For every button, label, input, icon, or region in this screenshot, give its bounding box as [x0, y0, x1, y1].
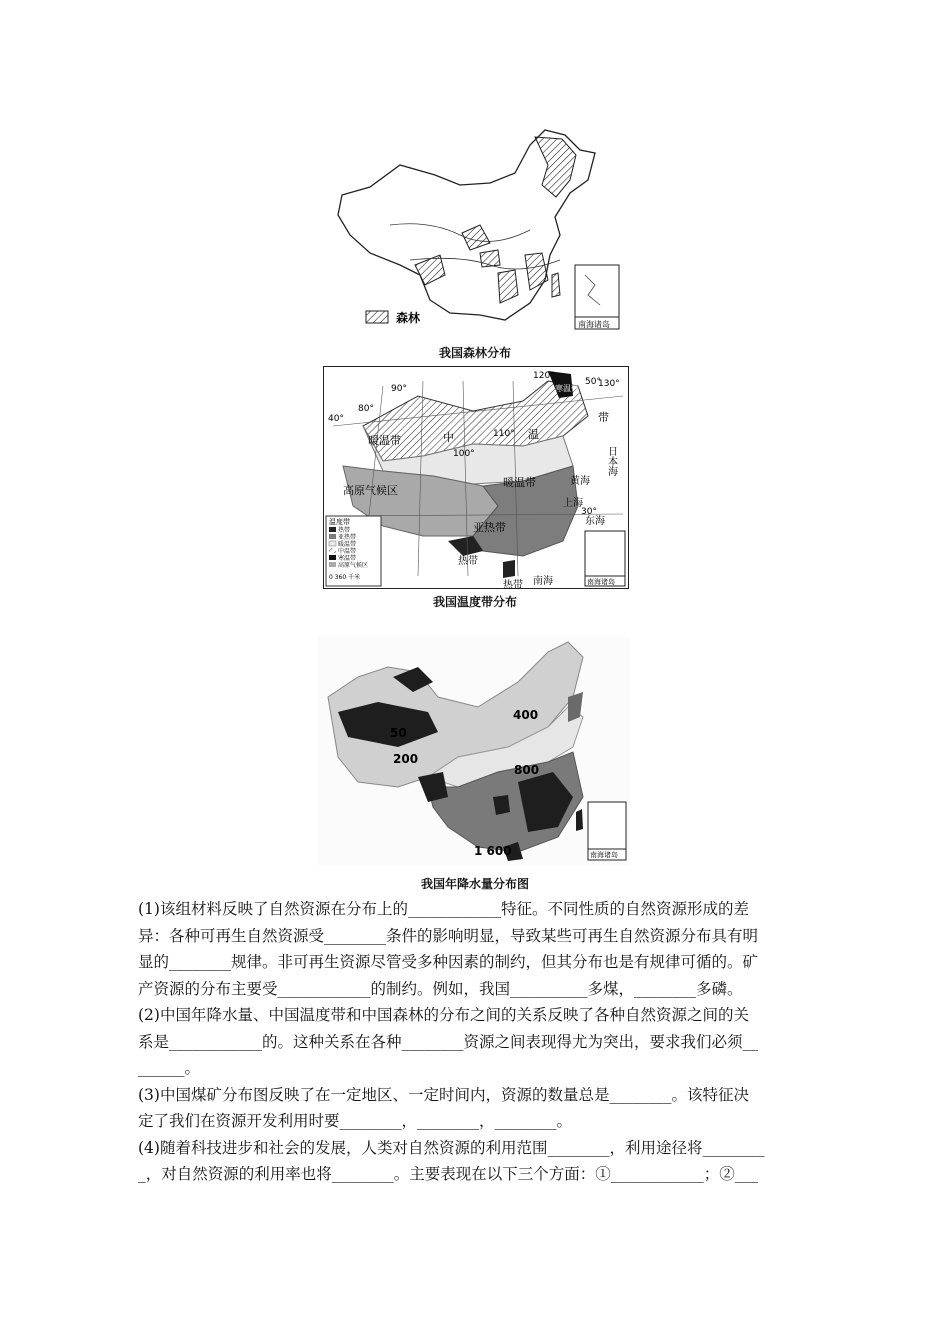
isohyet-200: 200 [393, 752, 419, 766]
q1-line-2: 异：各种可再生自然资源受________条件的影响明显，导致某些可再生自然资源分布具有明 [138, 926, 759, 945]
label-temp: 温 [528, 428, 539, 441]
q4-line-2: _，对自然资源的利用率也将________。主要表现在以下三个方面：①____________；②___ [138, 1165, 759, 1183]
isohyet-400: 400 [513, 708, 539, 722]
forest-map [330, 125, 630, 335]
label-tropical-1: 热带 [458, 556, 478, 567]
forest-legend-swatch [366, 311, 388, 323]
label-cold-temperate: 寒温带 [555, 384, 579, 393]
lon-110: 110° [493, 429, 515, 439]
label-warm-temperate-east: 暖温带 [503, 476, 536, 489]
label-huanghai: 黄海 [570, 476, 590, 487]
temperature-caption: 我国温度带分布 [432, 595, 517, 609]
label-mid: 中 [443, 431, 454, 444]
isohyet-800: 800 [514, 763, 540, 777]
forest-tw [552, 273, 560, 297]
legend-item-plateau: 高原气候区 [338, 562, 369, 569]
inset-label: 南海诸岛 [590, 851, 618, 859]
temperature-legend [326, 516, 381, 586]
temperature-zone-map [323, 366, 629, 589]
label-nanhai: 南海 [533, 576, 553, 587]
label-plateau: 高原气候区 [343, 484, 398, 497]
lon-90: 90° [391, 384, 407, 394]
precipitation-caption: 我国年降水量分布图 [420, 877, 529, 891]
lon-100: 100° [453, 449, 475, 459]
q2-line-3: ______。 [138, 1059, 201, 1077]
legend-item-cold-temperate: 寒温带 [338, 555, 357, 562]
precip-taiwan [576, 809, 583, 831]
inset-label: 南海诸岛 [587, 578, 615, 586]
legend-item-mid-temperate: 中温带 [338, 548, 357, 555]
q1-line-3: 显的________规律。非可再生资源尽管受多种因素的制约，但其分布也是有规律可循的。矿 [138, 953, 759, 971]
precip-very-humid-3 [493, 795, 510, 815]
forest-caption: 我国森林分布 [438, 346, 511, 360]
legend-title: 温度带 [329, 518, 350, 526]
forest-legend-label: 森林 [396, 311, 421, 325]
label-tropical-2: 热带 [503, 580, 523, 589]
q3-line-1: (3)中国煤矿分布图反映了在一定地区、一定时间内，资源的数量总是________。该特征决 [138, 1085, 749, 1104]
legend-item-warm-temperate: 暖温带 [338, 541, 357, 548]
tropical-zone-2 [503, 560, 515, 578]
lat-30: 30° [581, 507, 597, 517]
lon-130: 130° [598, 379, 620, 389]
lon-80: 80° [358, 404, 374, 414]
label-warm-temperate-west: 暖温带 [368, 434, 401, 447]
forest-c [480, 250, 500, 267]
legend-scale: 0 360 千米 [329, 574, 361, 581]
label-subtropical: 亚热带 [473, 521, 506, 534]
label-japan-sea: 日本海 [605, 446, 617, 476]
label-donghai: 东海 [585, 516, 605, 527]
lat-50: 50° [585, 377, 601, 387]
q1-line-1: (1)该组材料反映了自然资源在分布上的____________特征。不同性质的自然资源形成的差 [138, 900, 749, 918]
label-belt: 带 [598, 411, 609, 424]
legend-item-tropical: 热带 [338, 527, 351, 534]
precipitation-map [318, 637, 630, 865]
q3-line-2: 定了我们在资源开发利用时要________，________，________。 [138, 1112, 573, 1130]
q1-line-4: 产资源的分布主要受____________的制约。例如，我国__________多煤，________多磷。 [138, 979, 743, 998]
legend-item-subtropical: 亚热带 [338, 534, 357, 541]
label-shanghai: 上海 [563, 498, 583, 509]
question-text [138, 896, 818, 1188]
q4-line-1: (4)随着科技进步和社会的发展，人类对自然资源的利用范围________，利用途径将________ [138, 1138, 765, 1157]
inset-label: 南海诸岛 [578, 320, 610, 329]
isohyet-1600: 1 600 [474, 844, 512, 858]
lon-120: 120° [533, 371, 555, 381]
lon-40: 40° [328, 414, 344, 424]
q2-line-1: (2)中国年降水量、中国温度带和中国森林的分布之间的关系反映了各种自然资源之间的关 [138, 1006, 749, 1024]
q2-line-2: 系是____________的。这种关系在各种________资源之间表现得尤为突出，要求我们必须__ [138, 1032, 759, 1051]
isohyet-50: 50 [390, 726, 407, 740]
